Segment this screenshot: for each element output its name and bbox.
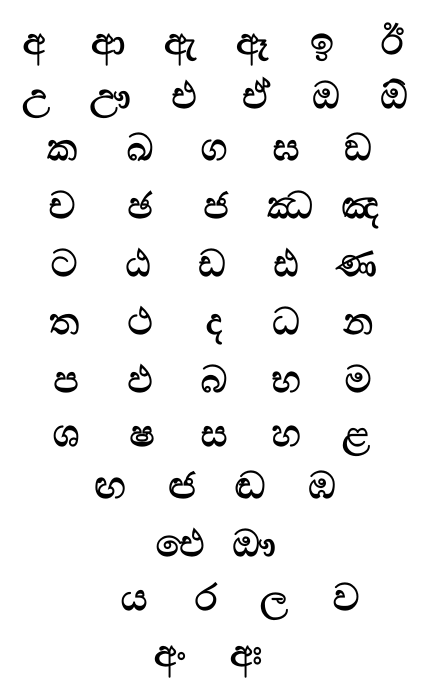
letter-glyph: උ xyxy=(21,74,51,117)
letter-row-4 xyxy=(0,180,443,232)
letter-glyph: හ xyxy=(271,412,301,455)
letter-glyph: ඒ xyxy=(242,74,270,117)
letter-glyph: අ xyxy=(22,20,46,63)
letter-row-9 xyxy=(0,460,443,512)
letter-glyph: අං xyxy=(153,632,187,675)
letter-glyph: ඟ xyxy=(94,464,126,507)
letter-glyph: ක xyxy=(46,126,78,169)
letter-glyph: ඛ xyxy=(126,126,154,169)
letter-glyph: ඉ xyxy=(310,20,334,63)
letter-glyph: ෂ xyxy=(129,412,155,455)
letter-glyph: ඓ xyxy=(155,522,205,565)
letter-glyph: ඌ xyxy=(89,74,131,117)
letter-glyph: ශ xyxy=(52,412,80,455)
letter-glyph: ඊ xyxy=(380,20,404,63)
letter-glyph: ර xyxy=(194,576,218,619)
letter-glyph: ඕ xyxy=(380,74,408,117)
letter-glyph: ඨ xyxy=(125,242,151,285)
letter-glyph: ඞ xyxy=(344,126,372,169)
letter-glyph: න xyxy=(342,300,374,343)
letter-glyph: ච xyxy=(48,184,76,227)
letter-row-1 xyxy=(0,16,443,68)
letter-row-10 xyxy=(0,518,443,570)
letter-glyph: භ xyxy=(271,358,301,401)
letter-glyph: ධ xyxy=(272,300,300,343)
letter-glyph: ම xyxy=(344,358,372,401)
letter-glyph: ඩ xyxy=(198,242,226,285)
letter-row-3 xyxy=(0,122,443,174)
letter-glyph: ළ xyxy=(341,412,371,455)
letter-glyph: ද xyxy=(205,300,223,343)
letter-glyph: ඡ xyxy=(127,184,153,227)
letter-glyph: ජ xyxy=(203,184,229,227)
letter-glyph: එ xyxy=(171,74,197,117)
letter-glyph: ඤ xyxy=(341,184,379,227)
letter-glyph: ඦ xyxy=(168,464,196,507)
letter-row-12 xyxy=(0,628,443,680)
letter-row-2 xyxy=(0,70,443,122)
letter-glyph: ල xyxy=(259,576,289,619)
letter-glyph: අඃ xyxy=(229,632,263,675)
letter-glyph: ඝ xyxy=(272,126,300,169)
letter-row-6 xyxy=(0,296,443,348)
letter-glyph: ඖ xyxy=(232,522,276,565)
letter-glyph: ඇ xyxy=(163,20,197,63)
letter-glyph: ව xyxy=(332,576,360,619)
letter-glyph: ට xyxy=(50,242,78,285)
letter-glyph: ඈ xyxy=(235,20,269,63)
letter-glyph: ආ xyxy=(90,20,126,63)
letter-glyph: ඪ xyxy=(273,242,299,285)
letter-glyph: ය xyxy=(120,576,148,619)
letter-glyph: ග xyxy=(200,126,228,169)
letter-glyph: ස xyxy=(200,412,228,455)
letter-row-11 xyxy=(0,572,443,624)
letter-row-7 xyxy=(0,354,443,406)
letter-glyph: ථ xyxy=(127,300,153,343)
letter-row-5 xyxy=(0,238,443,290)
letter-glyph: ඔ xyxy=(312,74,340,117)
letter-glyph: ඹ xyxy=(308,464,336,507)
letter-glyph: ප xyxy=(53,358,79,401)
letter-glyph: ඵ xyxy=(127,358,153,401)
letter-glyph: බ xyxy=(200,358,228,401)
letter-glyph: ණ xyxy=(335,242,377,285)
letter-row-8 xyxy=(0,408,443,460)
letter-glyph: ඬ xyxy=(234,464,266,507)
letter-glyph: ත xyxy=(48,300,80,343)
letter-glyph: ඣ xyxy=(267,184,313,227)
